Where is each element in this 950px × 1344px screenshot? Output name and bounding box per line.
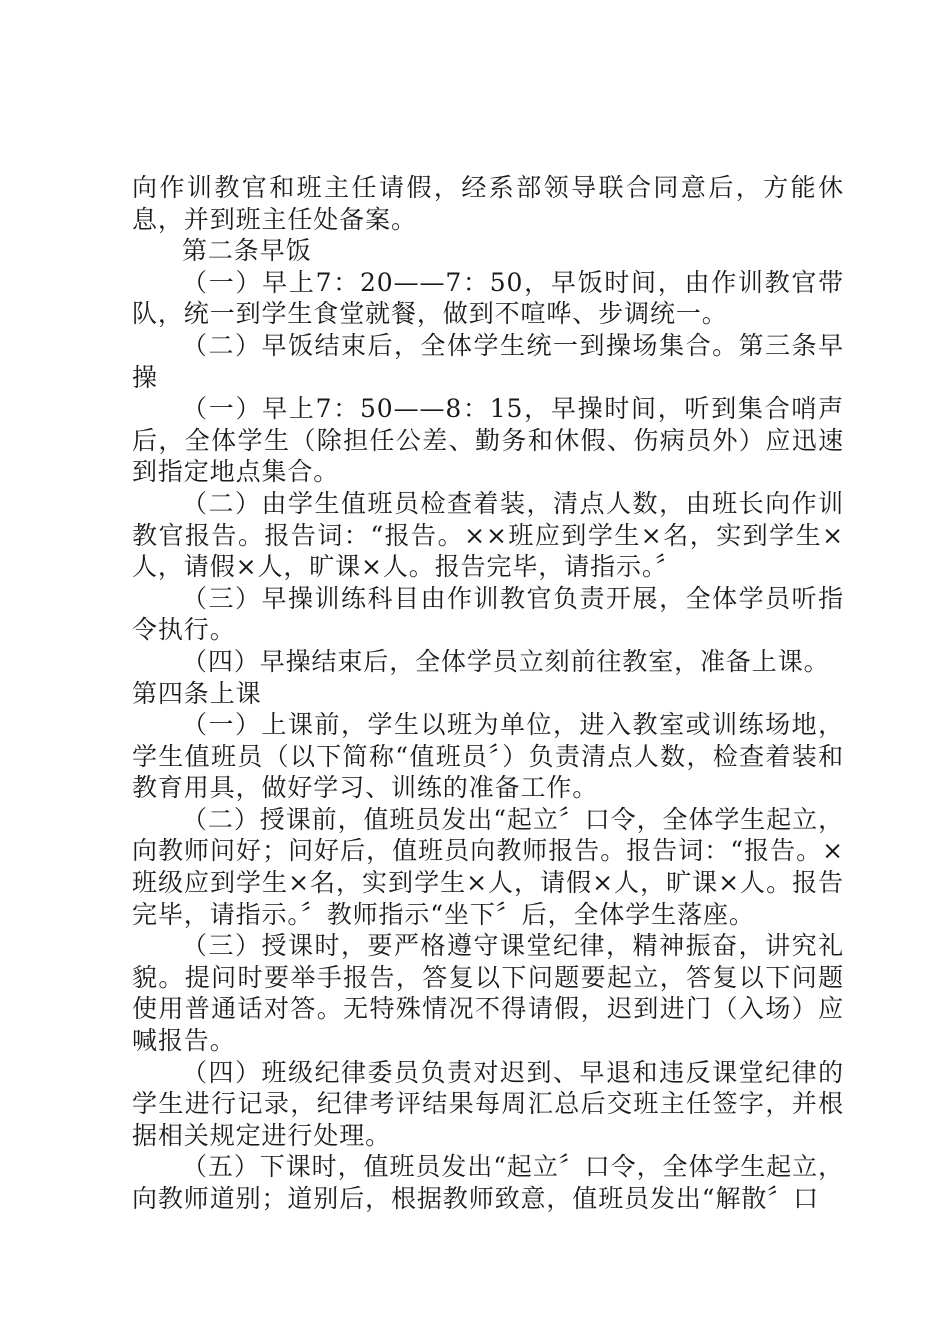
paragraph-morning-exercise-3: （三）早操训练科目由作训教官负责开展，全体学员听指令执行。 xyxy=(132,583,844,645)
paragraph-class-5: （五）下课时，值班员发出“起立〞口令，全体学生起立，向教师道别；道别后，根据教师致意，值班员发出“解散〞口 xyxy=(132,1152,844,1213)
paragraph-class-2: （二）授课前，值班员发出“起立〞口令，全体学生起立，向教师问好；问好后，值班员向教师报告。报告词：“报告。×班级应到学生×名，实到学生×人，请假×人，旷课×人。报告完毕，请指示。〞教师指示“坐下〞后，全体学生落座。 xyxy=(132,804,844,929)
paragraph-morning-exercise-4: （四）早操结束后，全体学员立刻前往教室，准备上课。 xyxy=(182,646,830,676)
paragraph-morning-exercise-2: （二）由学生值班员检查着装，清点人数，由班长向作训教官报告。报告词：“报告。××班应到学生×名，实到学生×人，请假×人，旷课×人。报告完毕，请指示。〞 xyxy=(132,488,844,582)
paragraph-leave-continuation: 向作训教官和班主任请假，经系部领导联合同意后，方能休息，并到班主任处备案。 xyxy=(132,173,844,234)
heading-article-4-class: 第四条上课 xyxy=(132,678,262,708)
paragraph-breakfast-1: （一）早上7：20——7：50，早饭时间，由作训教官带队，统一到学生食堂就餐，做到不喧哗、步调统一。 xyxy=(132,267,844,329)
paragraph-breakfast-2: （二）早饭结束后，全体学生统一到操场集合。第三条早操 xyxy=(132,330,844,392)
paragraph-morning-exercise-1: （一）早上7：50——8：15，早操时间，听到集合哨声后，全体学生（除担任公差、勤务和休假、伤病员外）应迅速到指定地点集合。 xyxy=(132,394,844,487)
heading-article-2-breakfast: 第二条早饭 xyxy=(182,236,312,266)
paragraph-class-4: （四）班级纪律委员负责对迟到、早退和违反课堂纪律的学生进行记录，纪律考评结果每周汇总后交班主任签字，并根据相关规定进行处理。 xyxy=(132,1057,844,1150)
paragraph-class-3: （三）授课时，要严格遵守课堂纪律，精神振奋，讲究礼貌。提问时要举手报告，答复以下问题要起立，答复以下问题使用普通话对答。无特殊情况不得请假，迟到进门（入场）应喊报告。 xyxy=(132,931,844,1056)
paragraph-class-1: （一）上课前，学生以班为单位，进入教室或训练场地，学生值班员（以下简称“值班员〞）负责清点人数，检查着装和教育用具，做好学习、训练的准备工作。 xyxy=(132,710,844,803)
document-body xyxy=(132,172,844,1215)
